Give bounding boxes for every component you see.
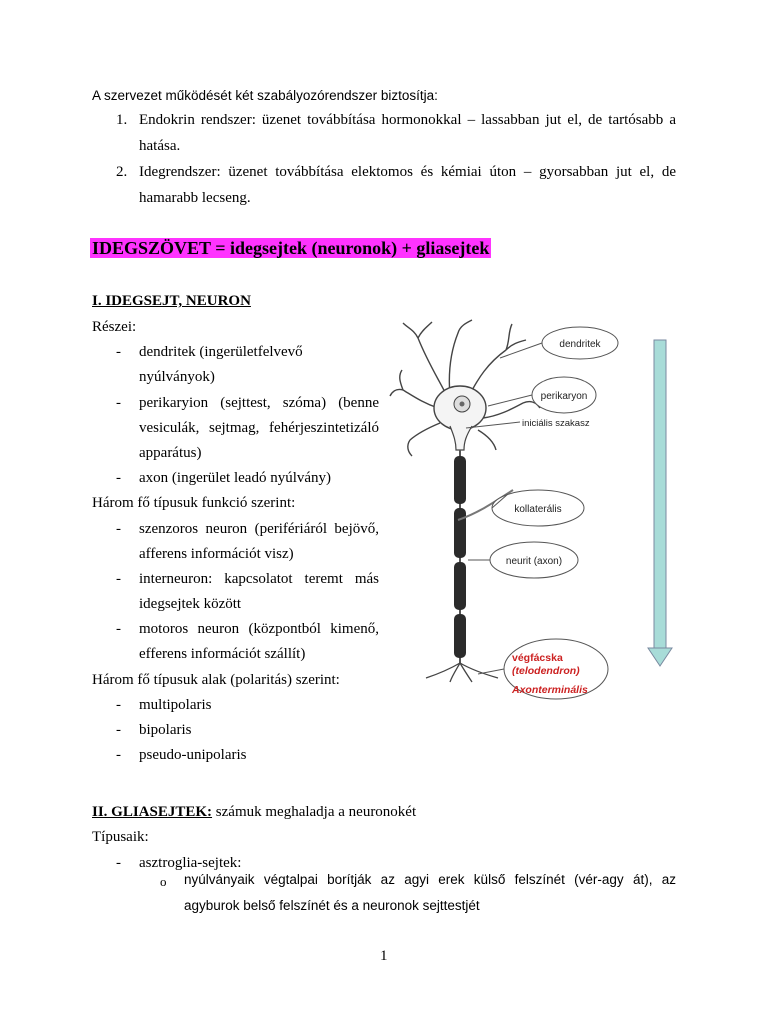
astroglia-desc-cont: agyburok belső felszínét és a neuronok sejttestjét — [184, 898, 480, 913]
label-initial-segment: iniciális szakasz — [522, 418, 590, 429]
type-motor-cont: efferens információt szállít) — [139, 646, 306, 662]
neuron-diagram — [388, 318, 688, 718]
types-shape-label: Három fő típusuk alak (polaritás) szerint: — [92, 672, 340, 688]
type-motor: motoros neuron (központból kimenő, — [139, 621, 379, 637]
shape-multipolar: multipolaris — [139, 697, 212, 713]
main-heading — [90, 236, 491, 262]
intro-sentence: A szervezet működését két szabályozórendszer biztosítja: — [92, 88, 438, 103]
shape-bipolar: bipolaris — [139, 722, 192, 738]
part-perikaryon-cont2: apparátus) — [139, 445, 202, 461]
section2-heading — [92, 802, 416, 822]
list-bullet: - — [116, 521, 121, 537]
list-bullet: - — [116, 747, 121, 763]
list-bullet: - — [116, 571, 121, 587]
part-dendrites: dendritek (ingerületfelvevő — [139, 344, 303, 360]
astroglia-desc: nyúlványaik végtalpai borítják az agyi erek külső felszínét (vér-agy át), az — [184, 872, 676, 887]
intro-item-2-text: Idegrendszer: üzenet továbbítása elektomos és kémiai úton – gyorsabban jut el, de — [139, 164, 676, 180]
type-interneuron-cont: idegsejtek között — [139, 596, 242, 612]
list-bullet: - — [116, 697, 121, 713]
list-bullet: - — [116, 621, 121, 637]
label-perikaryon: perikaryon — [540, 391, 588, 402]
section1-parts-label: Részei: — [92, 319, 137, 335]
types-function-label: Három fő típusuk funkció szerint: — [92, 495, 296, 511]
shape-pseudo-unipolar: pseudo-unipolaris — [139, 747, 247, 763]
page-number: 1 — [380, 948, 388, 964]
intro-item-2-number: 2. — [116, 164, 128, 180]
list-bullet: - — [116, 395, 121, 411]
glia-astroglia: asztroglia-sejtek: — [139, 855, 242, 871]
sub-bullet: o — [160, 874, 167, 889]
main-heading-text: IDEGSZÖVET = idegsejtek (neuronok) + gliasejtek — [92, 238, 490, 258]
intro-item-2-text-cont: hamarabb lecseng. — [139, 190, 251, 206]
section2-title-rest: számuk meghaladja a neuronokét — [212, 804, 417, 820]
axon — [454, 450, 466, 663]
label-terminal-2: (telodendron) — [512, 665, 580, 677]
section2-title: II. GLIASEJTEK: — [92, 804, 213, 820]
list-bullet: - — [116, 855, 121, 871]
direction-arrow — [648, 340, 672, 666]
part-perikaryon: perikaryion (sejttest, szóma) (benne — [139, 395, 379, 411]
intro-item-1-text-cont: hatása. — [139, 138, 181, 154]
list-bullet: - — [116, 722, 121, 738]
part-dendrites-cont: nyúlványok) — [139, 369, 215, 385]
part-axon: axon (ingerület leadó nyúlvány) — [139, 470, 332, 486]
section2-types-label: Típusaik: — [92, 829, 149, 845]
type-interneuron: interneuron: kapcsolatot teremt más — [139, 571, 379, 587]
type-sensory: szenzoros neuron (perifériáról bejövő, — [139, 521, 379, 537]
list-bullet: - — [116, 344, 121, 360]
intro-item-1-text: Endokrin rendszer: üzenet továbbítása hormonokkal – lassabban jut el, de tartósabb a — [139, 112, 676, 128]
label-terminal-3: Axonterminális — [512, 684, 588, 696]
list-bullet: - — [116, 470, 121, 486]
label-dendrites: dendritek — [559, 339, 601, 350]
part-perikaryon-cont: vesiculák, sejtmag, fehérjeszintetizáló — [139, 420, 379, 436]
soma — [434, 386, 486, 450]
label-terminal-1: végfácska — [512, 652, 563, 664]
label-collateral: kollaterális — [514, 504, 562, 515]
intro-item-1-number: 1. — [116, 112, 128, 128]
type-sensory-cont: afferens információt visz) — [139, 546, 294, 562]
section1-title: I. IDEGSEJT, NEURON — [92, 293, 251, 309]
label-neurite: neurit (axon) — [505, 556, 563, 567]
